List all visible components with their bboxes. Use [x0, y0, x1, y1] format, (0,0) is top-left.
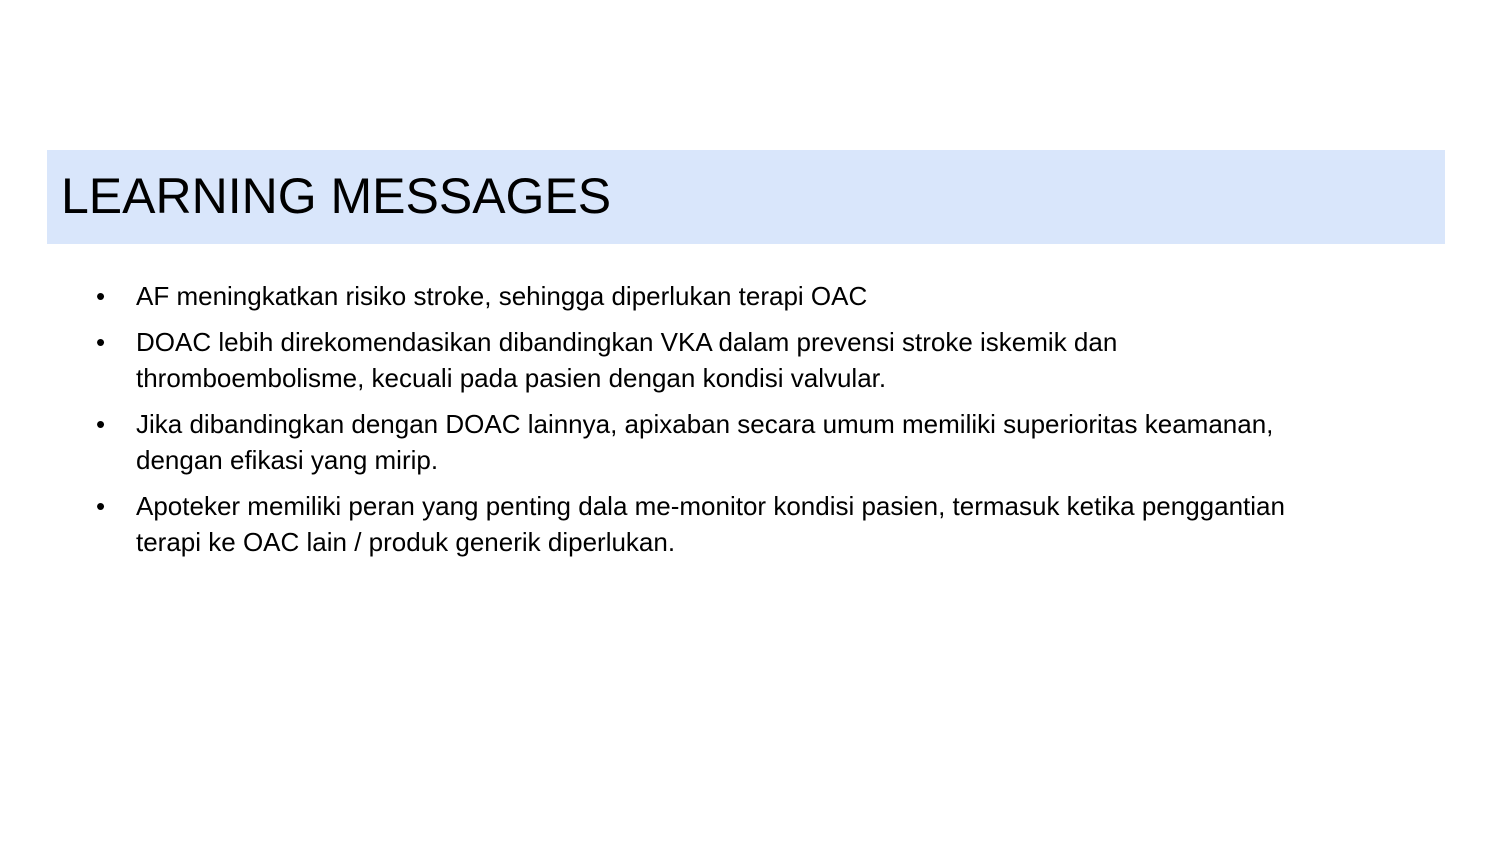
bullet-text: Jika dibandingkan dengan DOAC lainnya, apixaban secara umum memiliki superioritas keamanan, dengan efikasi yang mirip.	[136, 409, 1274, 475]
slide-title: LEARNING MESSAGES	[61, 168, 612, 224]
title-banner	[47, 150, 1445, 244]
bullet-icon: •	[96, 327, 106, 357]
list-item	[96, 278, 1346, 314]
bullet-text: AF meningkatkan risiko stroke, sehingga diperlukan terapi OAC	[136, 281, 868, 311]
bullet-icon: •	[96, 409, 106, 439]
bullet-icon: •	[96, 281, 106, 311]
bullet-text: Apoteker memiliki peran yang penting dala me-monitor kondisi pasien, termasuk ketika penggantian terapi ke OAC lain / produk generik diperlukan.	[136, 491, 1285, 557]
list-item	[96, 488, 1346, 560]
list-item	[96, 406, 1346, 478]
list-item	[96, 324, 1346, 396]
learning-messages-list	[96, 278, 1346, 570]
bullet-icon: •	[96, 491, 106, 521]
bullet-text: DOAC lebih direkomendasikan dibandingkan VKA dalam prevensi stroke iskemik dan thromboembolisme, kecuali pada pasien dengan kondisi valvular.	[136, 327, 1118, 393]
